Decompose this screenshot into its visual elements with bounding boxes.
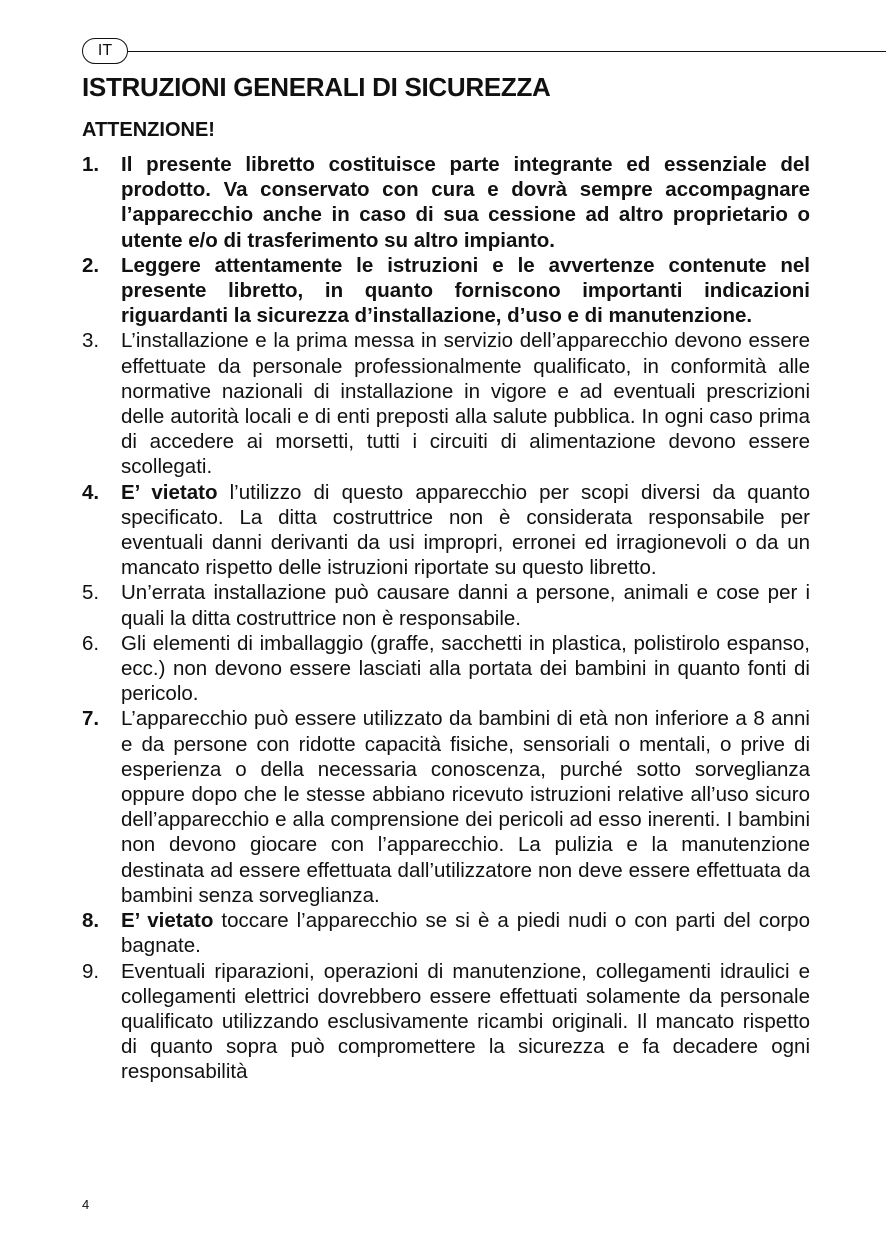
warning-heading: ATTENZIONE! (82, 119, 215, 141)
item-text: Leggere attentamente le istruzioni e le avvertenze contenute nel presente libretto, in quanto forniscono importanti indicazioni riguardanti la sicurezza d’installazione, d’uso e di manutenzione. (121, 253, 810, 328)
list-item (82, 580, 810, 630)
list-item (82, 959, 810, 1085)
list-item (82, 706, 810, 908)
list-item (82, 480, 810, 581)
item-text: Il presente libretto costituisce parte integrante ed essenziale del prodotto. Va conservato con cura e dovrà sempre accompagnare l’apparecchio anche in caso di sua cessione ad altro proprietario o utente e/o di trasferimento su altro impianto. (121, 153, 810, 252)
language-tag: IT (82, 38, 128, 64)
item-text: Un’errata installazione può causare danni a persone, animali e cose per i quali la ditta costruttrice non è responsabile. (121, 581, 810, 630)
item-text: L’apparecchio può essere utilizzato da bambini di età non inferiore a 8 anni e da persone con ridotte capacità fisiche, sensoriali o mentali, o prive di esperienza o della necessaria conoscenza, purché sotto sorveglianza oppure dopo che le stesse abbiano ricevuto istruzioni relative all’uso sicuro dell’apparecchio e alla comprensione dei pericoli ad esso inerenti. I bambini non devono giocare con l’apparecchio. La pulizia e la manutenzione destinata ad essere effettuata dall’utilizzatore non deve essere effettuata da bambini senza sorveglianza. (121, 707, 810, 907)
item-text: Eventuali riparazioni, operazioni di manutenzione, collegamenti idraulici e collegamenti elettrici dovrebbero essere effettuati solamente da personale qualificato utilizzando esclusivamente ricambi originali. Il mancato rispetto di quanto sopra può compromettere la sicurezza e fa decadere ogni responsabilità (121, 959, 810, 1084)
list-item (82, 328, 810, 479)
item-number: 6. (82, 631, 100, 655)
item-number: 3. (82, 329, 100, 353)
safety-instructions-list (82, 152, 810, 1085)
item-body: l’utilizzo di questo apparecchio per scopi diversi da quanto specificato. La ditta costruttrice non è considerata responsabile per eventuali danni derivanti da usi impropri, erronei ed irragionevoli o da un mancato rispetto delle istruzioni riportate su questo libretto. (121, 480, 810, 580)
item-number: 1. (82, 153, 100, 176)
item-body: toccare l’apparecchio se si è a piedi nudi o con parti del corpo bagnate. (121, 909, 810, 958)
item-number: 9. (82, 959, 100, 983)
item-number: 8. (82, 909, 100, 933)
list-item (82, 253, 810, 329)
item-number: 4. (82, 480, 100, 504)
item-text: Gli elementi di imballaggio (graffe, sacchetti in plastica, polistirolo espanso, ecc.) non devono essere lasciati alla portata dei bambini in quanto fonti di pericolo. (121, 631, 810, 706)
list-item (82, 152, 810, 253)
header-rule (127, 51, 886, 52)
list-item (82, 631, 810, 707)
page-number: 4 (82, 1197, 90, 1212)
list-item (82, 908, 810, 958)
item-number: 7. (82, 707, 100, 731)
item-text: L’installazione e la prima messa in servizio dell’apparecchio devono essere effettuate da personale professionalmente qualificato, in conformità alle normative nazionali di installazione in vigore e ad eventuali prescrizioni delle autorità locali e di enti preposti alla salute pubblica. In ogni caso prima di accedere ai morsetti, tutti i circuiti di alimentazione devono essere scollegati. (121, 329, 810, 479)
item-number: 2. (82, 253, 100, 277)
item-number: 5. (82, 581, 100, 605)
item-text (121, 908, 810, 958)
item-text (121, 480, 810, 581)
page-title: ISTRUZIONI GENERALI DI SICUREZZA (82, 72, 551, 102)
item-lead-emphasis: E’ vietato (121, 909, 214, 933)
item-lead-emphasis: E’ vietato (121, 480, 218, 504)
